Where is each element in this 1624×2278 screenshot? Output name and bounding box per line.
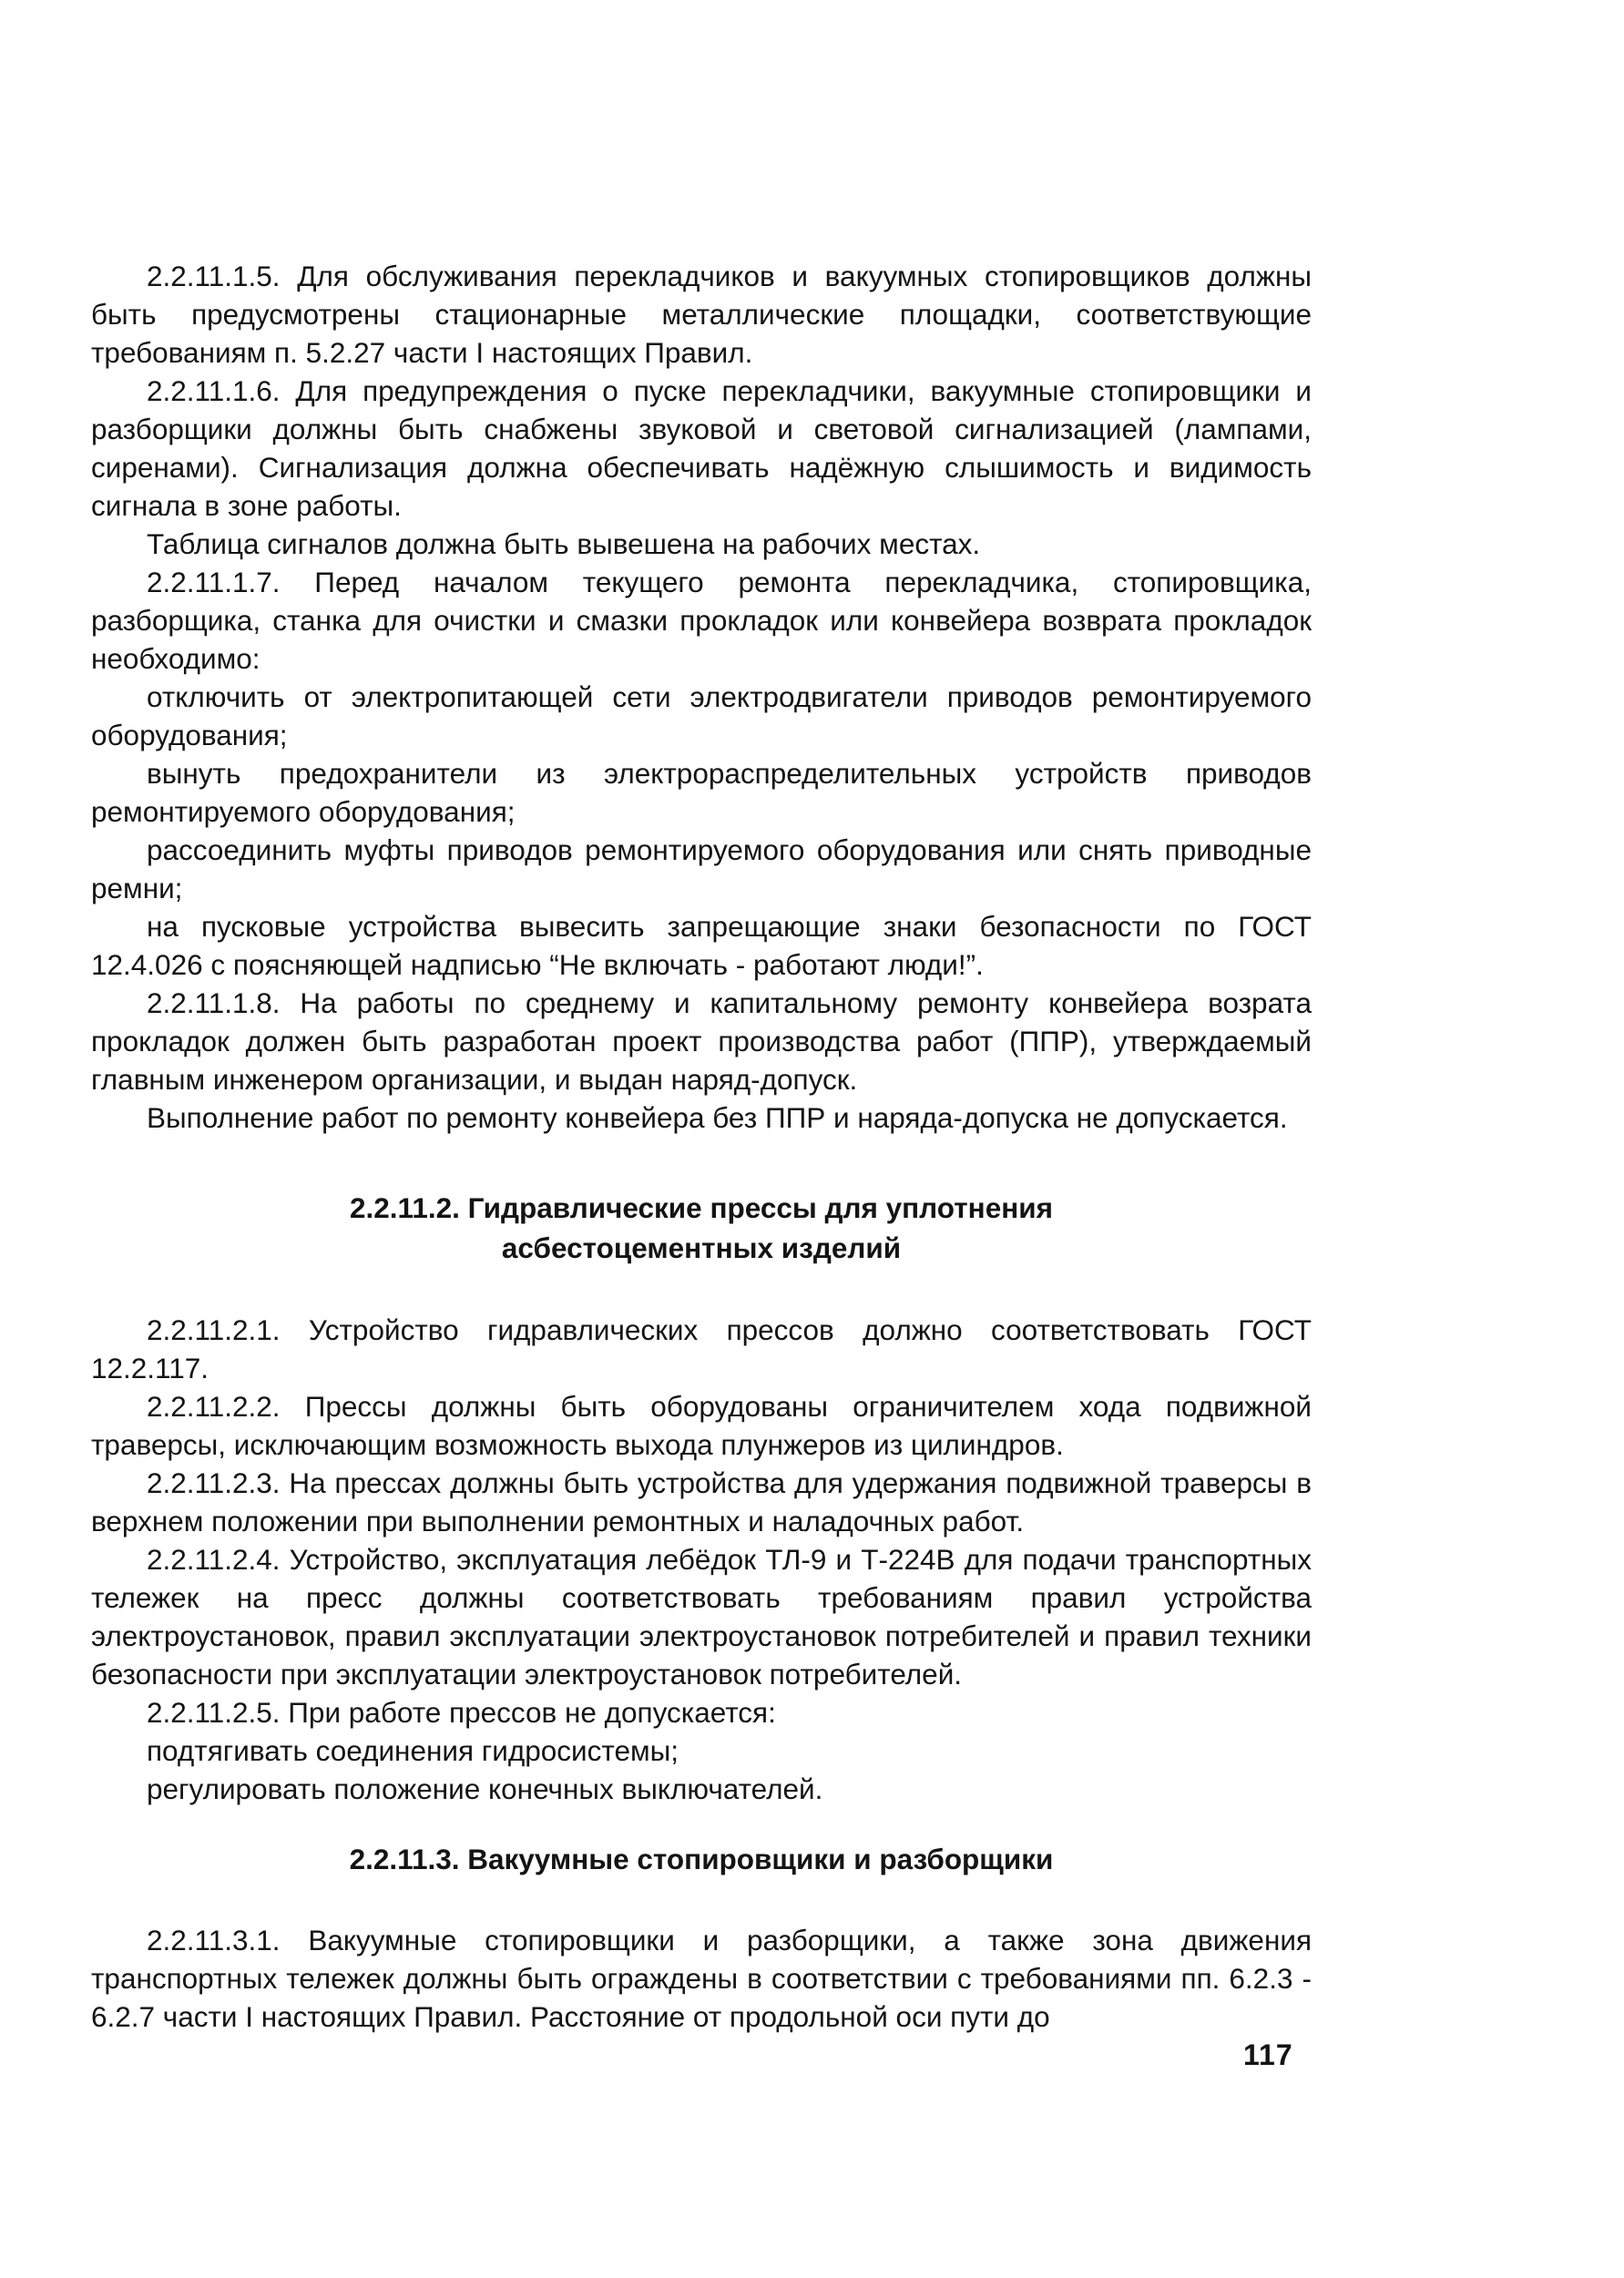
section-heading-line1: 2.2.11.2. Гидравлические прессы для уплотнения xyxy=(350,1191,1053,1224)
paragraph-2-2-11-1-8: 2.2.11.1.8. На работы по среднему и капитальному ремонту конвейера возрата прокладок должен быть разработан проект производства работ (ППР), утверждаемый главным инженером организации, и выдан наряд-допуск. xyxy=(91,986,1312,1096)
list-item-adjust-limit-switches: регулировать положение конечных выключателей. xyxy=(147,1772,823,1805)
list-item-disconnect-couplings: рассоединить муфты приводов ремонтируемого оборудования или снять приводные ремни; xyxy=(91,833,1312,904)
section-heading-vacuum-stackers: 2.2.11.3. Вакуумные стопировщики и разборщики xyxy=(349,1843,1054,1875)
paragraph-2-2-11-1-5: 2.2.11.1.5. Для обслуживания перекладчиков и вакуумных стопировщиков должны быть предусмотрены стационарные металлические площадки, соответствующие требованиям п. 5.2.27 части I настоящих Правил. xyxy=(91,260,1312,369)
document-page xyxy=(91,257,1312,2036)
list-item-hang-signs: на пусковые устройства вывесить запрещающие знаки безопасности по ГОСТ 12.4.026 с поясняющей надписью “Не включать - работают люди!”. xyxy=(91,910,1312,981)
section-heading-line2: асбестоцементных изделий xyxy=(501,1231,902,1264)
list-item-tighten-connections: подтягивать соединения гидросистемы; xyxy=(147,1734,679,1767)
paragraph-2-2-11-2-1: 2.2.11.2.1. Устройство гидравлических прессов должно соответствовать ГОСТ 12.2.117. xyxy=(91,1313,1312,1384)
paragraph-2-2-11-2-3: 2.2.11.2.3. На прессах должны быть устройства для удержания подвижной траверсы в верхнем положении при выполнении ремонтных и наладочных работ. xyxy=(91,1466,1312,1537)
paragraph-2-2-11-1-7: 2.2.11.1.7. Перед началом текущего ремонта перекладчика, стопировщика, разборщика, станка для очистки и смазки прокладок или конвейера возврата прокладок необходимо: xyxy=(91,566,1312,675)
paragraph-2-2-11-3-1: 2.2.11.3.1. Вакуумные стопировщики и разборщики, а также зона движения транспортных тележек должны быть ограждены в соответствии с требованиями пп. 6.2.3 - 6.2.7 части I настоящих Правил. Расстояние от продольной оси пути до xyxy=(91,1924,1312,2033)
list-item-remove-fuses: вынуть предохранители из электрораспределительных устройств приводов ремонтируемого оборудования; xyxy=(91,757,1312,828)
list-item-disconnect-motors: отключить от электропитающей сети электродвигатели приводов ремонтируемого оборудования; xyxy=(91,680,1312,751)
paragraph-2-2-11-1-6: 2.2.11.1.6. Для предупреждения о пуске перекладчики, вакуумные стопировщики и разборщики должны быть снабжены звуковой и световой сигнализацией (лампами, сиренами). Сигнализация должна обеспечивать надёжную слышимость и видимость сигнала в зоне работы. xyxy=(91,374,1312,522)
section-heading-hydraulic-presses xyxy=(91,1188,1312,1268)
paragraph-2-2-11-2-4: 2.2.11.2.4. Устройство, эксплуатация лебёдок ТЛ-9 и Т-224В для подачи транспортных тележек на пресс должны соответствовать требованиям правил устройства электроустановок, правил эксплуатации электроустановок потребителей и правил техники безопасности при эксплуатации электроустановок потребителей. xyxy=(91,1543,1312,1691)
page-number: 117 xyxy=(1243,2038,1293,2071)
paragraph-signal-table: Таблица сигналов должна быть вывешена на рабочих местах. xyxy=(147,527,981,560)
paragraph-2-2-11-2-2: 2.2.11.2.2. Прессы должны быть оборудованы ограничителем хода подвижной траверсы, исключающим возможность выхода плунжеров из цилиндров. xyxy=(91,1390,1312,1461)
paragraph-no-work-without-permit: Выполнение работ по ремонту конвейера без ППР и наряда-допуска не допускается. xyxy=(147,1101,1288,1134)
paragraph-2-2-11-2-5: 2.2.11.2.5. При работе прессов не допускается: xyxy=(147,1696,776,1729)
